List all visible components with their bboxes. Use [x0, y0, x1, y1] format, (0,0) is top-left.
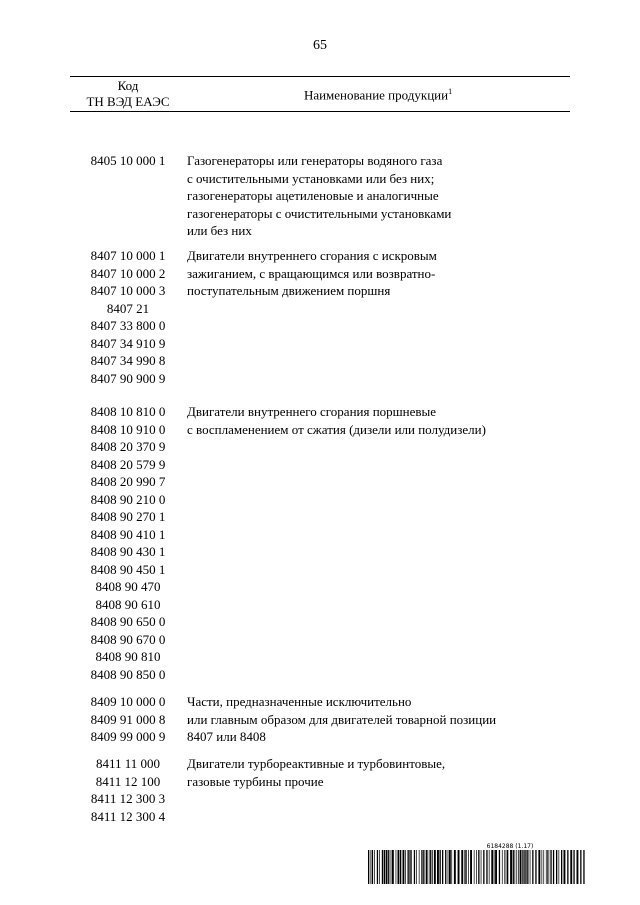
column-header-name-text: Наименование продукции — [303, 87, 449, 103]
barcode-bar — [567, 850, 568, 884]
barcode-bar — [564, 850, 566, 884]
code-list — [70, 152, 186, 170]
barcode-bar — [368, 850, 369, 884]
barcode-bar — [391, 850, 392, 884]
barcode-bar — [437, 850, 439, 884]
code-list — [70, 403, 186, 683]
barcode-bar — [518, 850, 519, 884]
barcode-bar — [494, 850, 495, 884]
tnved-code: 8408 90 430 1 — [90, 544, 166, 559]
tnved-code: 8411 11 000 — [95, 756, 161, 771]
tnved-code: 8408 90 670 0 — [90, 631, 166, 647]
barcode-bar — [458, 850, 460, 884]
column-header-code-line1: Код — [117, 78, 139, 93]
tnved-code: 8408 90 650 0 — [90, 614, 166, 629]
barcode-bar — [532, 850, 533, 884]
barcode-bar — [491, 850, 493, 884]
tnved-code: 8411 12 300 4 — [90, 808, 166, 824]
barcode-bar — [513, 850, 514, 884]
description-line: с воспламенением от сжатия (дизели или полудизели) — [187, 421, 486, 437]
barcode-bar — [573, 850, 574, 884]
tnved-code: 8407 10 000 2 — [90, 265, 166, 281]
tnved-code: 8407 90 900 9 — [90, 370, 166, 386]
barcode-bar — [522, 850, 523, 884]
barcode-bar — [398, 850, 400, 884]
tnved-code: 8407 33 800 0 — [90, 318, 166, 333]
description-line: газовые турбины прочие — [187, 773, 324, 789]
barcode-bar — [423, 850, 424, 884]
barcode-bar — [440, 850, 441, 884]
barcode-bar — [474, 850, 475, 884]
tnved-code: 8408 90 450 1 — [90, 561, 166, 577]
description-line: газогенераторы ацетиленовые и аналогичные — [187, 188, 439, 203]
barcode-bar — [538, 850, 540, 884]
description-line: Части, предназначенные исключительно — [187, 694, 412, 709]
tnved-code: 8407 10 000 3 — [90, 283, 166, 298]
code-list — [70, 693, 186, 746]
barcode-bar — [510, 850, 512, 884]
tnved-code: 8408 90 410 1 — [90, 526, 166, 542]
barcode-bar — [411, 850, 412, 884]
footnote-marker: 1 — [448, 87, 453, 96]
barcode-bar — [546, 850, 547, 884]
description-line: Двигатели турбореактивные и турбовинтовые, — [187, 756, 446, 771]
barcode-bar — [535, 850, 536, 884]
barcode-bar — [577, 850, 579, 884]
tnved-code: 8408 10 910 0 — [90, 421, 166, 437]
barcode-bar — [419, 850, 420, 884]
barcode-bar — [384, 850, 385, 884]
table-header-rule — [70, 111, 570, 112]
barcode-bar — [549, 850, 550, 884]
barcode-bar — [451, 850, 452, 884]
tnved-code: 8411 12 100 — [95, 773, 161, 789]
tnved-code: 8408 20 990 7 — [90, 474, 166, 489]
barcode-bar — [434, 850, 436, 884]
barcode-bar — [520, 850, 522, 884]
barcode-bar — [561, 850, 562, 884]
barcode-bar — [525, 850, 526, 884]
barcode-bar — [556, 850, 557, 884]
barcode-bar — [386, 850, 388, 884]
barcode-bar — [372, 850, 373, 884]
barcode-bar — [405, 850, 406, 884]
product-description — [187, 403, 570, 438]
barcode-bar — [371, 850, 372, 884]
barcode-bar — [504, 850, 505, 884]
description-line: зажиганием, с вращающимся или возвратно- — [187, 265, 436, 281]
tnved-code: 8409 91 000 8 — [90, 711, 166, 727]
tnved-code: 8408 20 579 9 — [90, 456, 166, 472]
barcode-bar — [542, 850, 543, 884]
barcode-bar — [445, 850, 446, 884]
barcode-bar — [515, 850, 516, 884]
barcode-bar — [553, 850, 554, 884]
barcode-bar — [580, 850, 581, 884]
product-description — [187, 755, 570, 790]
barcode-bar — [382, 850, 383, 884]
barcode-bar — [543, 850, 544, 884]
description-line: поступательным движением поршня — [187, 283, 391, 298]
barcode-bar — [550, 850, 551, 884]
barcode-bar — [400, 850, 401, 884]
barcode-bar — [523, 850, 524, 884]
product-description — [187, 693, 570, 746]
column-header-code-line2: ТН ВЭД ЕАЭС — [86, 94, 170, 109]
barcode-bar — [448, 850, 449, 884]
description-line: Газогенераторы или генераторы водяного газа — [187, 153, 443, 168]
table-top-rule — [70, 76, 570, 77]
barcode-bar — [414, 850, 415, 884]
tnved-code: 8407 21 — [106, 300, 150, 316]
barcode-bar — [379, 850, 380, 884]
tnved-code: 8411 12 300 3 — [90, 791, 166, 806]
barcode-bar — [495, 850, 497, 884]
barcode-bar — [547, 850, 548, 884]
barcode-bar — [377, 850, 378, 884]
description-line: с очистительными установками или без них; — [187, 170, 435, 186]
description-line: Двигатели внутреннего сгорания с искровым — [187, 248, 437, 263]
tnved-code: 8407 34 910 9 — [90, 335, 166, 351]
description-line: Двигатели внутреннего сгорания поршневые — [187, 404, 437, 419]
tnved-code: 8407 10 000 1 — [90, 248, 166, 263]
barcode-bar — [470, 850, 472, 884]
column-header-code — [70, 78, 186, 110]
barcode-bar — [461, 850, 463, 884]
document-number: 6184288 (1.17) — [486, 843, 534, 850]
barcode-bar — [454, 850, 456, 884]
column-header-name — [186, 87, 570, 103]
description-line: или главным образом для двигателей товарной позиции — [187, 711, 497, 727]
barcode-bar — [506, 850, 507, 884]
description-line: газогенераторы с очистительными установками — [187, 205, 452, 221]
tnved-code: 8408 20 370 9 — [90, 439, 166, 454]
tnved-code: 8408 90 470 — [95, 579, 161, 594]
barcode-bar — [408, 850, 409, 884]
barcode — [368, 850, 588, 884]
barcode-bar — [559, 850, 560, 884]
barcode-bar — [499, 850, 500, 884]
tnved-code: 8409 10 000 0 — [90, 694, 166, 709]
barcode-bar — [483, 850, 484, 884]
code-list — [70, 755, 186, 825]
barcode-bar — [442, 850, 443, 884]
barcode-bar — [583, 850, 584, 884]
code-list — [70, 247, 186, 387]
tnved-code: 8408 90 810 — [95, 649, 161, 664]
tnved-code: 8408 90 210 0 — [90, 491, 166, 507]
barcode-bar — [429, 850, 430, 884]
tnved-code: 8409 99 000 9 — [90, 729, 166, 744]
barcode-bar — [409, 850, 410, 884]
tnved-code: 8408 90 850 0 — [90, 666, 166, 682]
page-number: 65 — [313, 38, 327, 53]
barcode-bar — [530, 850, 531, 884]
barcode-bar — [449, 850, 451, 884]
barcode-bar — [388, 850, 389, 884]
tnved-code: 8408 90 610 — [95, 596, 161, 612]
barcode-bar — [416, 850, 417, 884]
barcode-bar — [396, 850, 397, 884]
barcode-bar — [468, 850, 469, 884]
tnved-code: 8407 34 990 8 — [90, 353, 166, 368]
barcode-bar — [489, 850, 490, 884]
tnved-code: 8408 10 810 0 — [90, 404, 166, 419]
barcode-bar — [516, 850, 517, 884]
product-description — [187, 247, 570, 300]
barcode-bar — [430, 850, 431, 884]
barcode-bar — [507, 850, 508, 884]
product-description — [187, 152, 570, 240]
barcode-bar — [464, 850, 465, 884]
barcode-bar — [432, 850, 433, 884]
barcode-bar — [392, 850, 394, 884]
barcode-bar — [403, 850, 405, 884]
barcode-bar — [502, 850, 503, 884]
barcode-bar — [481, 850, 482, 884]
barcode-bar — [374, 850, 375, 884]
barcode-bar — [486, 850, 487, 884]
tnved-code: 8405 10 000 1 — [90, 153, 166, 168]
tnved-code: 8408 90 270 1 — [90, 509, 166, 524]
barcode-bar — [476, 850, 477, 884]
barcode-bar — [421, 850, 422, 884]
description-line: 8407 или 8408 — [187, 729, 266, 744]
barcode-bar — [426, 850, 428, 884]
barcode-bar — [466, 850, 467, 884]
barcode-bar — [527, 850, 528, 884]
barcode-bar — [570, 850, 572, 884]
description-line: или без них — [187, 223, 252, 238]
barcode-bar — [478, 850, 479, 884]
